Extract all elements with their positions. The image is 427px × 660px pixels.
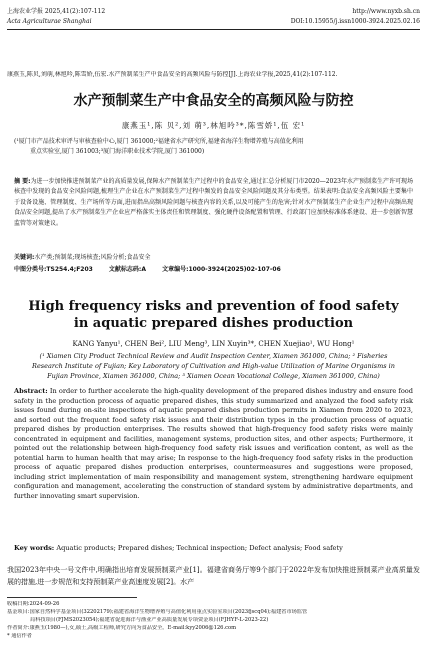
header-rule: [7, 29, 420, 30]
document-code: 文献标志码:A: [108, 266, 146, 273]
keywords-en-text: Aquatic products; Prepared dishes; Technical inspection; Defect analysis; Food safety: [56, 544, 343, 552]
classification: [14, 265, 295, 274]
footnote-rule: [7, 597, 137, 598]
citation: 康燕玉,陈贝,刘萌,林旭吟,陈雪娇,伍宏.水产预制菜生产中食品安全的高频风险与防控[J].上海农业学报,2025,41(2):107-112.: [7, 71, 338, 78]
article-number: 文章编号:1000-3924(2025)02-107-06: [162, 266, 281, 273]
affiliation-cn-line1: (¹厦门市产品技术审评与审核查验中心,厦门 361000;²福建省水产研究所,福建省海洋生物增养殖与高值化利用: [14, 138, 304, 145]
footnote-author: 作者简介:康燕玉(1980—),女,硕士,高级工程师,研究方向为食品安全。E-mail:kyy2006@126.com: [7, 625, 237, 631]
title-en: [0, 298, 427, 332]
abstract-en: [14, 387, 413, 501]
title-cn: 水产预制菜生产中食品安全的高频风险与防控: [73, 93, 354, 109]
title-en-line1: High frequency risks and prevention of food safety: [28, 299, 399, 314]
clc-number: 中图分类号:TS254.4;F203: [14, 266, 93, 273]
title-en-line2: in aquatic prepared dishes production: [73, 316, 354, 331]
keywords-cn-label: 关键词:: [14, 254, 35, 261]
keywords-en-label: Key words:: [14, 544, 55, 552]
abstract-en-label: Abstract:: [14, 387, 48, 395]
keywords-cn: [14, 253, 413, 262]
body-text-cn: 我国2023年中央一号文件中,明确指出培育发展预制菜产业[1]。福建省商务厅等9个部门于2022年发布加快推进预制菜产业高质量发展的措施,进一步规范和支持预制菜产业高速度发展[2]。水产: [7, 566, 420, 586]
footnote-fund-line1: 基金项目:国家自然科学基金项目(32202179);福建省海洋生物增养殖与高值化利用重点实验室项目(2023fjscq04);福建省市场监管: [7, 609, 308, 615]
doi: DOI:10.15955/j.issn1000-3924.2025.02.16: [290, 18, 420, 25]
journal-volume: 上海农业学报 2025,41(2):107-112: [7, 8, 106, 15]
abstract-cn: [14, 177, 413, 229]
footnote-fund-line2: 局科技项目(FJMS2023054);福建省促进海洋与渔业产业高质量发展专项资金项目(FJHYF-L-2023-22): [30, 617, 269, 623]
footnote-corresponding: * 通信作者: [7, 633, 32, 639]
affiliations-en: (¹ Xiamen City Product Technical Review and Audit Inspection Center, Xiamen 361000, China; ² Fisheries Research Institute of Fujian; Key Laboratory of Cultivation and High-value Utilization of Marine Organisms in Fujian Province, Xiamen 361000, China; ³ Xiamen Ocean Vocational College, Xiamen 361000, China): [32, 352, 395, 380]
abstract-en-text: In order to further accelerate the high-quality development of the prepared dishes industry and ensure food safety in the production process of aquatic prepared dishes, this study summarized and analyzed the food safety risk issues found during on-site inspections of aquatic prepared dishes production permits in Xiamen from 2020 to 2023, and sorted out the frequent food safety risk issues and their distribution types in the production process of aquatic prepared dishes by production enterprises. The results showed that high-frequency food safety risks were mainly concentrated in equipment and facilities, management systems, production sites, and other aspects; Furthermore, it pointed out the relationship between high-frequency food safety risk issues and verification content, as well as the potential harm to human health that may arise; In response to the high-frequency food safety risks in the production process of aquatic prepared dishes production enterprises, countermeasures and suggestions were proposed, including strict implementation of main responsibility and management system, strengthening hardware equipment configuration and management, accelerating the construction of standard system by administrative departments, and further innovating smart supervision.: [14, 387, 413, 500]
keywords-en: [14, 544, 413, 553]
footnote-received: 收稿日期:2024-09-26: [7, 601, 60, 607]
abstract-cn-text: 为进一步加快推进预制菜产业的高质量发展,保障水产预制菜生产过程中的食品安全,通过汇总分析厦门市2020—2023年水产预制菜生产许可现场核查中发现的食品安全风险问题,梳理生产企业在水产预制菜生产过程中频发的食品安全风险问题及其分布类型。结果表明:食品安全高频风险主要集中于设备设施、管理制度、生产场所等方面,进而指出高频风险问题与核查内容的关系,以及可能产生的危害;针对水产预制菜生产企业生产过程中高频出现食品安全问题,提出了水产预制菜生产企业应严格落实主体责任和管理制度、强化硬件设备配置和管理、行政部门应加快标准体系建设、进一步创新智慧监管等对策建议。: [14, 178, 413, 227]
journal-website: http://www.nyxb.sh.cn: [352, 8, 420, 15]
keywords-cn-text: 水产类;预制菜;现场核查;风险分析;食品安全: [34, 254, 151, 261]
journal-name-en: Acta Agriculturae Shanghai: [7, 18, 92, 25]
authors-cn: 康燕玉¹,陈 贝²,刘 萌³,林旭吟³*,陈雪娇¹,伍 宏¹: [121, 121, 306, 130]
authors-en: KANG Yanyu¹, CHEN Bei², LIU Meng³, LIN Xuyin³*, CHEN Xuejiao¹, WU Hong¹: [72, 340, 355, 348]
affiliation-cn-line2: 重点实验室,厦门 361003;³厦门海洋职业技术学院,厦门 361000): [30, 148, 205, 155]
abstract-cn-label: 摘 要:: [14, 178, 31, 185]
